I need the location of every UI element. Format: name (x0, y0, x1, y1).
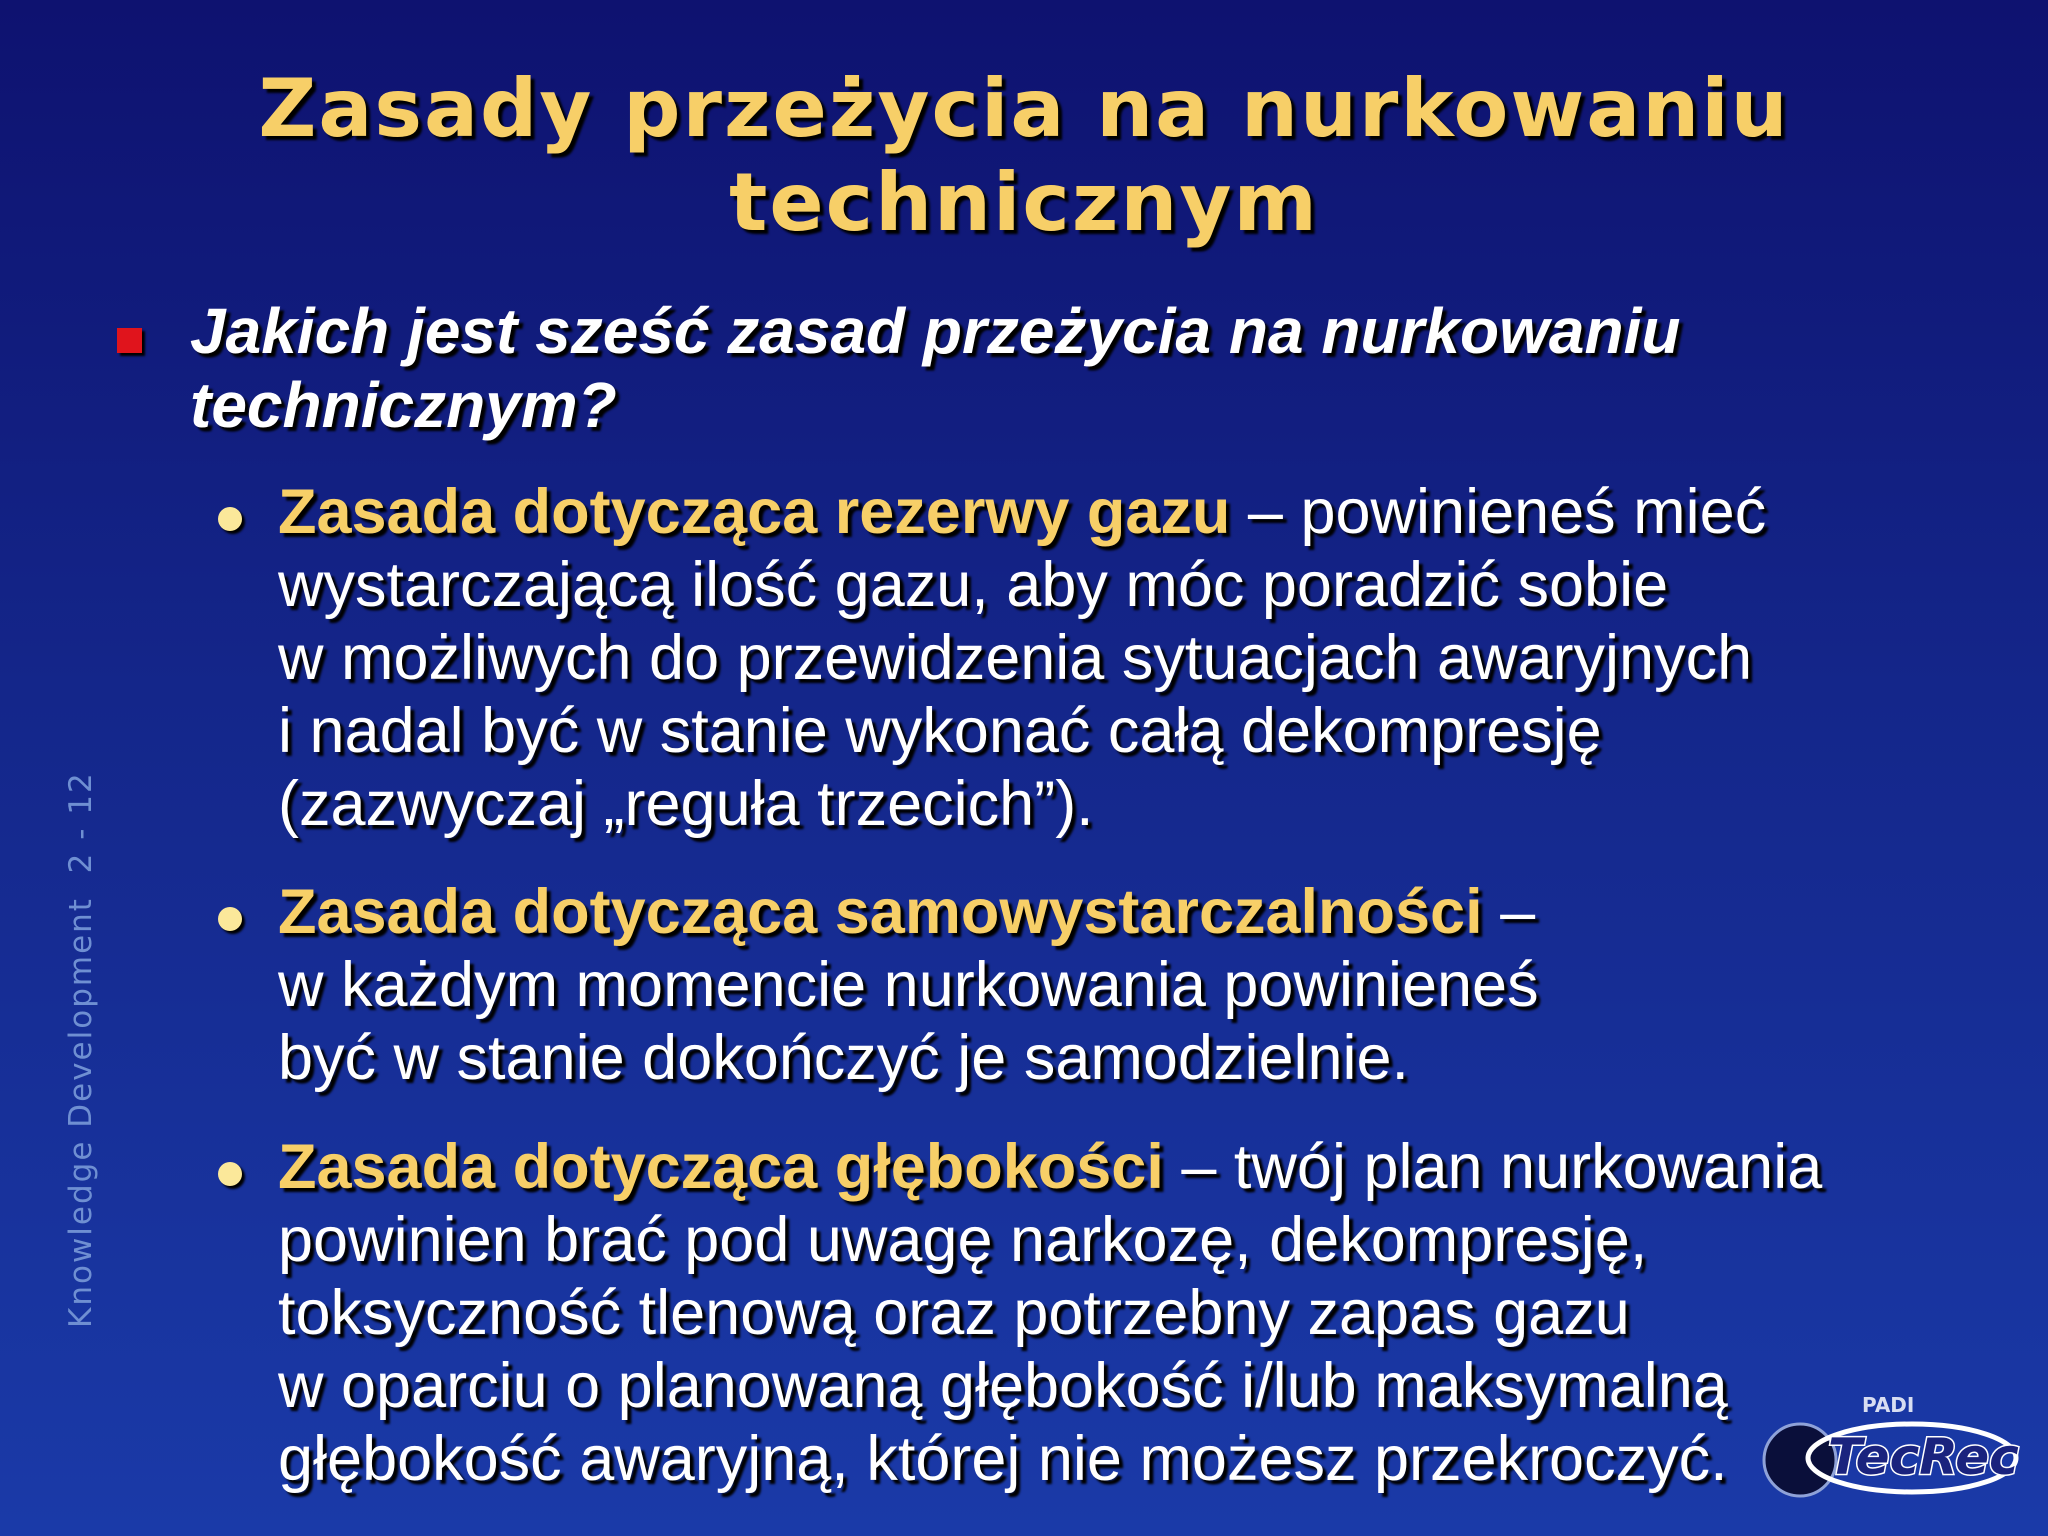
rule-depth (278, 1131, 1978, 1496)
question-line-1: Jakich jest sześć zasad przeżycia na nurkowaniu (190, 295, 1681, 367)
padi-tecrec-logo (1752, 1388, 2022, 1508)
logo-text: TecRec (1828, 1428, 2019, 1486)
rule-line: powinien brać pod uwagę narkozę, dekompresję, (278, 1205, 1648, 1275)
rule-heading: Zasada dotycząca głębokości (278, 1132, 1164, 1202)
rule-line: wystarczającą ilość gazu, aby móc poradzić sobie (278, 550, 1669, 620)
rule-heading: Zasada dotycząca samowystarczalności (278, 877, 1483, 947)
side-label: Knowledge Development 2 - 12 (63, 771, 99, 1328)
logo-top-text: PADI (1862, 1393, 1915, 1417)
rule-text: – (1482, 877, 1536, 947)
rule-line: toksyczność tlenową oraz potrzebny zapas gazu (278, 1278, 1630, 1348)
rule-line: być w stanie dokończyć je samodzielnie. (278, 1023, 1410, 1093)
question (190, 294, 1890, 442)
question-line-2: technicznym? (190, 369, 617, 441)
rule-line: w możliwych do przewidzenia sytuacjach awaryjnych (278, 623, 1753, 693)
square-bullet-icon (117, 328, 142, 353)
rule-line: głębokość awaryjną, której nie możesz przekroczyć. (278, 1424, 1728, 1494)
rule-line: w każdym momencie nurkowania powinieneś (278, 950, 1539, 1020)
rule-first-line (278, 1131, 1978, 1204)
rule-text: – powinieneś mieć (1230, 477, 1767, 547)
slide-title-line-2: technicznym (729, 156, 1319, 249)
rule-heading: Zasada dotycząca rezerwy gazu (278, 477, 1231, 547)
rule-line: w oparciu o planowaną głębokość i/lub maksymalną (278, 1351, 1728, 1421)
slide-title (0, 62, 2048, 250)
bullet-dot-icon (218, 907, 242, 931)
logo-globe-icon (1764, 1424, 1836, 1496)
rule-text: – twój plan nurkowania (1163, 1132, 1823, 1202)
rule-first-line (278, 876, 1978, 949)
rule-line: (zazwyczaj „reguła trzecich”). (278, 769, 1094, 839)
bullet-dot-icon (218, 507, 242, 531)
rule-self-sufficiency (278, 876, 1978, 1095)
bullet-dot-icon (218, 1162, 242, 1186)
slide-title-line-1: Zasady przeżycia na nurkowaniu (258, 62, 1790, 155)
rule-first-line (278, 476, 1978, 549)
rule-gas-reserve (278, 476, 1978, 841)
rule-line: i nadal być w stanie wykonać całą dekompresję (278, 696, 1602, 766)
